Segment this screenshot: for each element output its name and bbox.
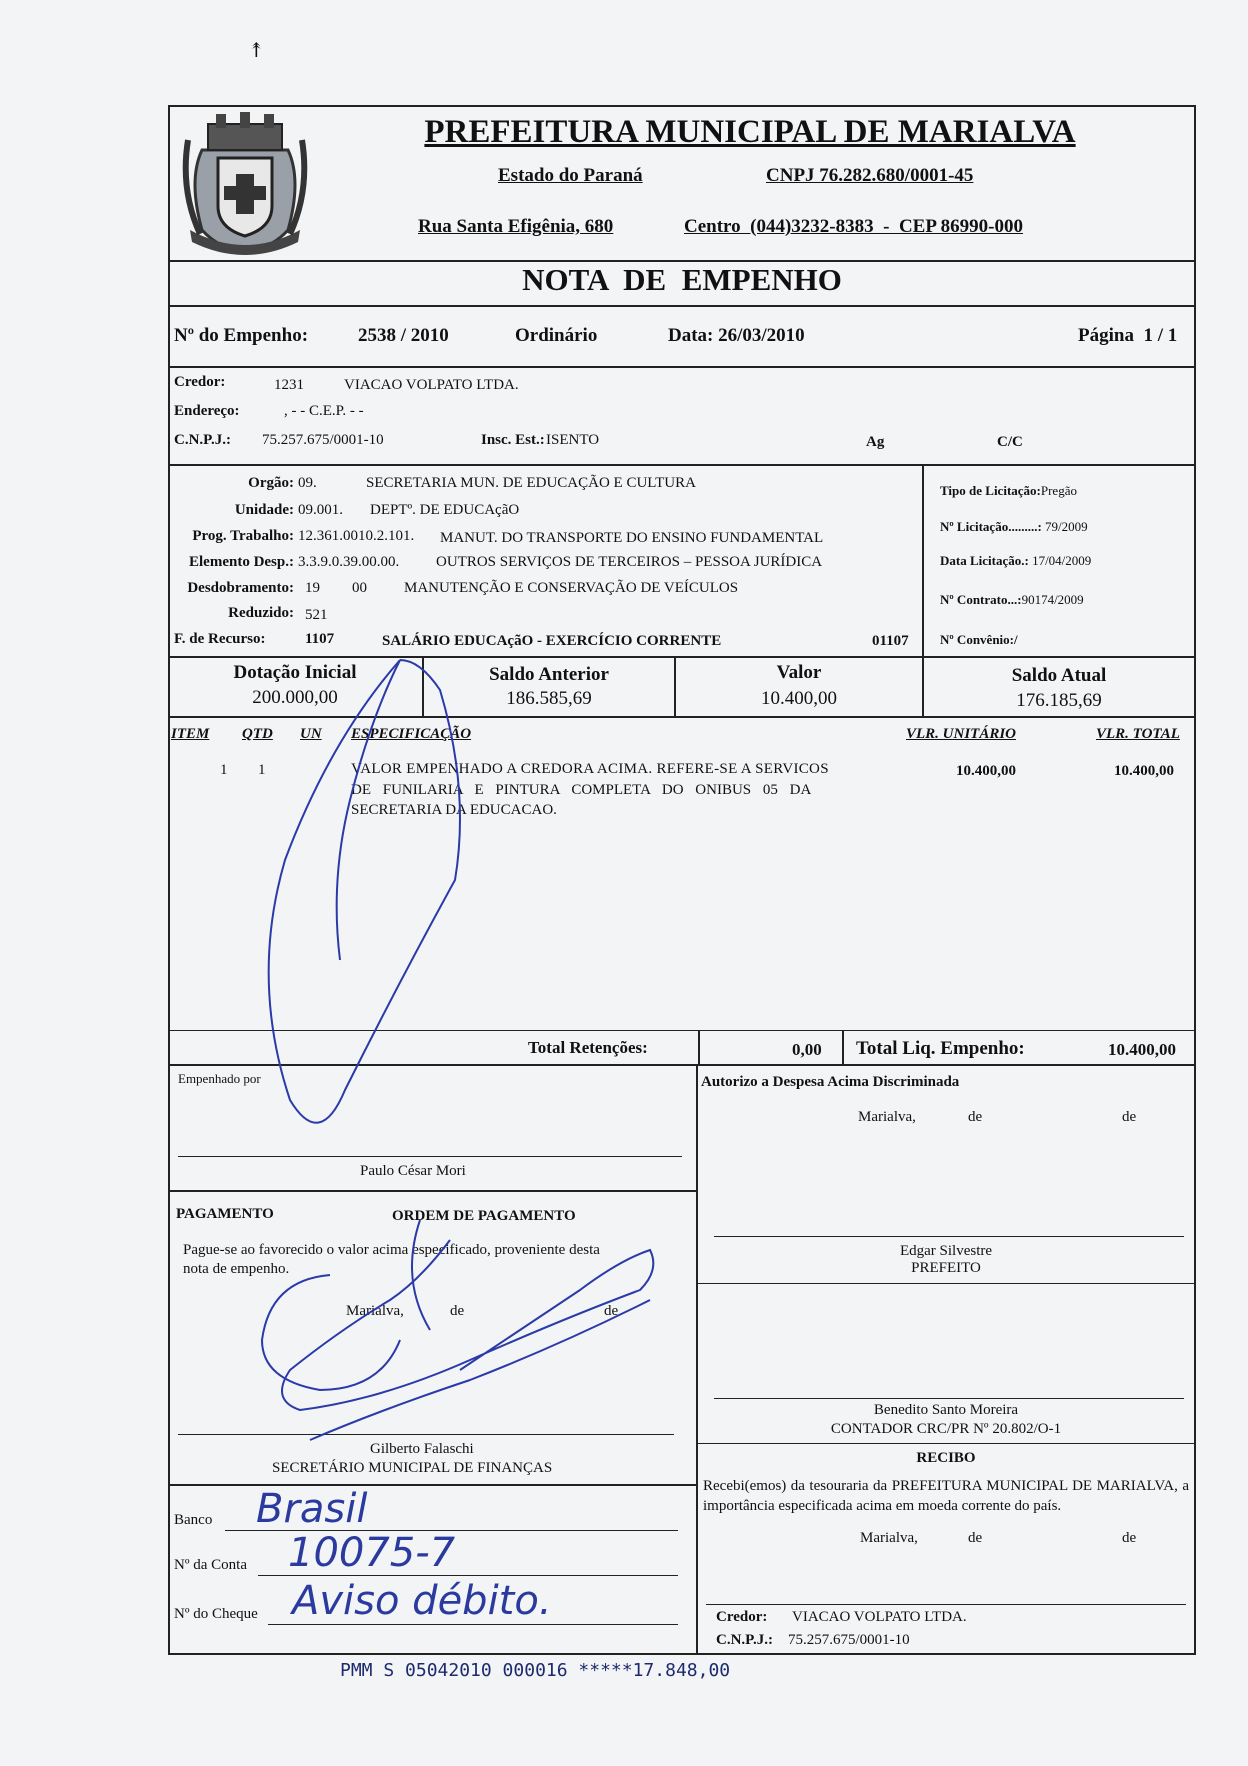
divider [696, 1443, 1196, 1444]
licitacao-num-label: Nº Licitação.........: [940, 519, 1042, 534]
scan-mark-icon: ↟ [248, 40, 265, 62]
bank-stamp: PMM S 05042010 000016 *****17.848,00 [340, 1660, 731, 1681]
institution-title: PREFEITURA MUNICIPAL DE MARIALVA [424, 114, 1076, 150]
divider [168, 1030, 1196, 1031]
orgao-desc: SECRETARIA MUN. DE EDUCAÇÃO E CULTURA [366, 475, 696, 491]
valor-label: Valor [776, 662, 822, 683]
recibo-cnpj: 75.257.675/0001-10 [788, 1632, 910, 1648]
retencoes-label: Total Retenções: [528, 1038, 648, 1057]
divider [698, 1030, 700, 1066]
page-number: Página 1 / 1 [1078, 325, 1178, 346]
city-label: Marialva, [860, 1530, 918, 1546]
address-label: Endereço: [174, 403, 240, 419]
row-qtd: 1 [258, 762, 266, 778]
divider [168, 716, 1196, 718]
tipo-licitacao: Pregão [1040, 483, 1077, 498]
elemento-label: Elemento Desp.: [189, 554, 294, 570]
fonte-desc: SALÁRIO EDUCAçãO - EXERCÍCIO CORRENTE [382, 633, 722, 649]
row-total-value: 10.400,00 [1114, 763, 1174, 779]
saldo-atual-value: 176.185,69 [1016, 690, 1102, 711]
row-item: 1 [220, 762, 228, 778]
col-item: ITEM [171, 726, 210, 742]
col-qtd: QTD [242, 726, 273, 742]
credor-label: Credor: [174, 374, 226, 390]
ag-label: Ag [866, 434, 885, 450]
signature-line [714, 1236, 1184, 1237]
cheque-value: Aviso débito. [292, 1578, 552, 1624]
recibo-text: Recebi(emos) da tesouraria da PREFEITURA MUNICIPAL DE MARIALVA, a importância especificada acima em moeda corrente do país. [703, 1478, 1189, 1514]
saldo-anterior-label: Saldo Anterior [489, 664, 609, 685]
empenho-date: Data: 26/03/2010 [668, 325, 805, 346]
credor-address: , - - C.E.P. - - [284, 403, 364, 419]
date-de: de [1122, 1109, 1137, 1125]
conta-label: Nº da Conta [174, 1557, 247, 1573]
signature-line [178, 1156, 682, 1157]
contact-header: Centro (044)3232-8383 - CEP 86990-000 [684, 216, 1023, 237]
credor-cnpj: 75.257.675/0001-10 [262, 432, 384, 448]
recibo-title: RECIBO [916, 1450, 976, 1466]
col-un: UN [300, 726, 322, 742]
col-unit: VLR. UNITÁRIO [906, 726, 1017, 742]
prefeito-name: Edgar Silvestre [899, 1243, 993, 1259]
dotacao-value: 200.000,00 [252, 687, 338, 708]
divider [168, 1064, 1196, 1066]
orgao-code: 09. [298, 475, 317, 491]
divider [696, 1064, 698, 1655]
signature-line [714, 1398, 1184, 1399]
licitacao-num: 79/2009 [1045, 519, 1088, 534]
contrato-num: 90174/2009 [1021, 592, 1084, 607]
date-de: de [450, 1303, 465, 1319]
secretario-title: SECRETÁRIO MUNICIPAL DE FINANÇAS [272, 1460, 553, 1476]
prog-desc: MANUT. DO TRANSPORTE DO ENSINO FUNDAMENTAL [440, 530, 824, 546]
desdobramento-desc: MANUTENÇÃO E CONSERVAÇÃO DE VEÍCULOS [404, 580, 739, 596]
prog-label: Prog. Trabalho: [192, 528, 294, 544]
date-de: de [968, 1530, 983, 1546]
desdobramento-sub: 00 [352, 580, 367, 596]
licitacao-data-label: Data Licitação.: [940, 553, 1029, 568]
divider [168, 1484, 696, 1486]
convenio-label: Nº Convênio:/ [940, 632, 1018, 647]
document-title: NOTA DE EMPENHO [522, 262, 842, 297]
unidade-desc: DEPTº. DE EDUCAçãO [370, 502, 520, 518]
elemento-code: 3.3.9.0.39.00.00. [298, 554, 400, 570]
pague-se-line: nota de empenho. [183, 1261, 290, 1277]
empenho-type: Ordinário [515, 325, 598, 346]
banco-label: Banco [174, 1512, 213, 1528]
divider [922, 464, 924, 656]
cheque-line [268, 1624, 678, 1625]
empenho-number-label: Nº do Empenho: [174, 325, 309, 346]
tipo-licitacao-label: Tipo de Licitação: [940, 483, 1041, 498]
city-label: Marialva, [346, 1303, 404, 1319]
row-unit-value: 10.400,00 [956, 763, 1016, 779]
autorizo-label: Autorizo a Despesa Acima Discriminada [701, 1074, 960, 1090]
insc-value: ISENTO [546, 432, 600, 448]
empenhado-label: Empenhado por [178, 1071, 261, 1086]
conta-value: 10075-7 [288, 1530, 456, 1576]
divider [842, 1030, 844, 1066]
recibo-credor-label: Credor: [716, 1609, 768, 1625]
saldo-atual-label: Saldo Atual [1011, 665, 1107, 686]
dotacao-label: Dotação Inicial [233, 662, 357, 683]
valor-value: 10.400,00 [761, 688, 837, 709]
cnpj-header: CNPJ 76.282.680/0001-45 [766, 165, 974, 186]
divider [168, 305, 1196, 307]
divider [696, 1283, 1196, 1284]
orgao-label: Orgão: [248, 475, 294, 491]
reduzido-label: Reduzido: [228, 605, 294, 621]
prefeito-title: PREFEITO [911, 1260, 981, 1276]
desdobramento-code: 19 [305, 580, 320, 596]
col-total: VLR. TOTAL [1096, 726, 1180, 742]
retencoes-value: 0,00 [792, 1040, 822, 1059]
row-spec-line: DE FUNILARIA E PINTURA COMPLETA DO ONIBUS 05 DA [351, 782, 812, 798]
fonte-code: 1107 [305, 631, 335, 647]
credor-code: 1231 [274, 377, 304, 393]
city-label: Marialva, [858, 1109, 916, 1125]
liquido-label: Total Liq. Empenho: [856, 1038, 1025, 1059]
reduzido-code: 521 [305, 607, 328, 623]
contador-title: CONTADOR CRC/PR Nº 20.802/O-1 [830, 1421, 1062, 1437]
cnpj-label: C.N.P.J.: [174, 432, 231, 448]
row-spec-line: VALOR EMPENHADO A CREDORA ACIMA. REFERE-SE A SERVICOS [351, 761, 829, 777]
divider [168, 1190, 696, 1192]
state-label: Estado do Paraná [498, 165, 643, 186]
saldo-anterior-value: 186.585,69 [506, 688, 592, 709]
fonte-label: F. de Recurso: [174, 631, 266, 647]
empenho-number: 2538 / 2010 [358, 325, 449, 346]
divider [168, 464, 1196, 466]
secretario-name: Gilberto Falaschi [370, 1441, 474, 1457]
licitacao-data: 17/04/2009 [1032, 553, 1092, 568]
cc-label: C/C [997, 434, 1023, 450]
date-de: de [604, 1303, 619, 1319]
address-header: Rua Santa Efigênia, 680 [418, 216, 614, 237]
col-spec: ESPECIFICAÇÃO [351, 726, 472, 742]
desdobramento-label: Desdobramento: [187, 580, 294, 596]
recibo-cnpj-label: C.N.P.J.: [716, 1632, 773, 1648]
recibo-credor: VIACAO VOLPATO LTDA. [792, 1609, 967, 1625]
divider [168, 366, 1196, 368]
pagamento-label: PAGAMENTO [176, 1206, 274, 1222]
banco-value: Brasil [256, 1486, 368, 1532]
contrato-label: Nº Contrato...: [940, 592, 1022, 607]
credor-name: VIACAO VOLPATO LTDA. [344, 377, 519, 393]
date-de: de [968, 1109, 983, 1125]
unidade-code: 09.001. [298, 502, 343, 518]
signature-line [178, 1434, 674, 1435]
coat-of-arms-icon [180, 110, 310, 262]
elemento-desc: OUTROS SERVIÇOS DE TERCEIROS – PESSOA JURÍDICA [436, 554, 823, 570]
divider [168, 656, 1196, 658]
contador-name: Benedito Santo Moreira [873, 1402, 1019, 1418]
insc-label: Insc. Est.: [481, 432, 545, 448]
liquido-value: 10.400,00 [1108, 1040, 1176, 1059]
row-spec-line: SECRETARIA DA EDUCACAO. [351, 802, 557, 818]
signature-line [706, 1604, 1186, 1605]
prog-code: 12.361.0010.2.101. [298, 528, 415, 544]
date-de: de [1122, 1530, 1137, 1546]
cheque-label: Nº do Cheque [174, 1606, 258, 1622]
fonte-extra: 01107 [872, 633, 909, 649]
pague-se-line: Pague-se ao favorecido o valor acima especificado, proveniente desta [183, 1242, 600, 1258]
ordem-pagamento-label: ORDEM DE PAGAMENTO [392, 1208, 576, 1224]
unidade-label: Unidade: [234, 502, 294, 518]
empenhado-name: Paulo César Mori [360, 1163, 466, 1179]
